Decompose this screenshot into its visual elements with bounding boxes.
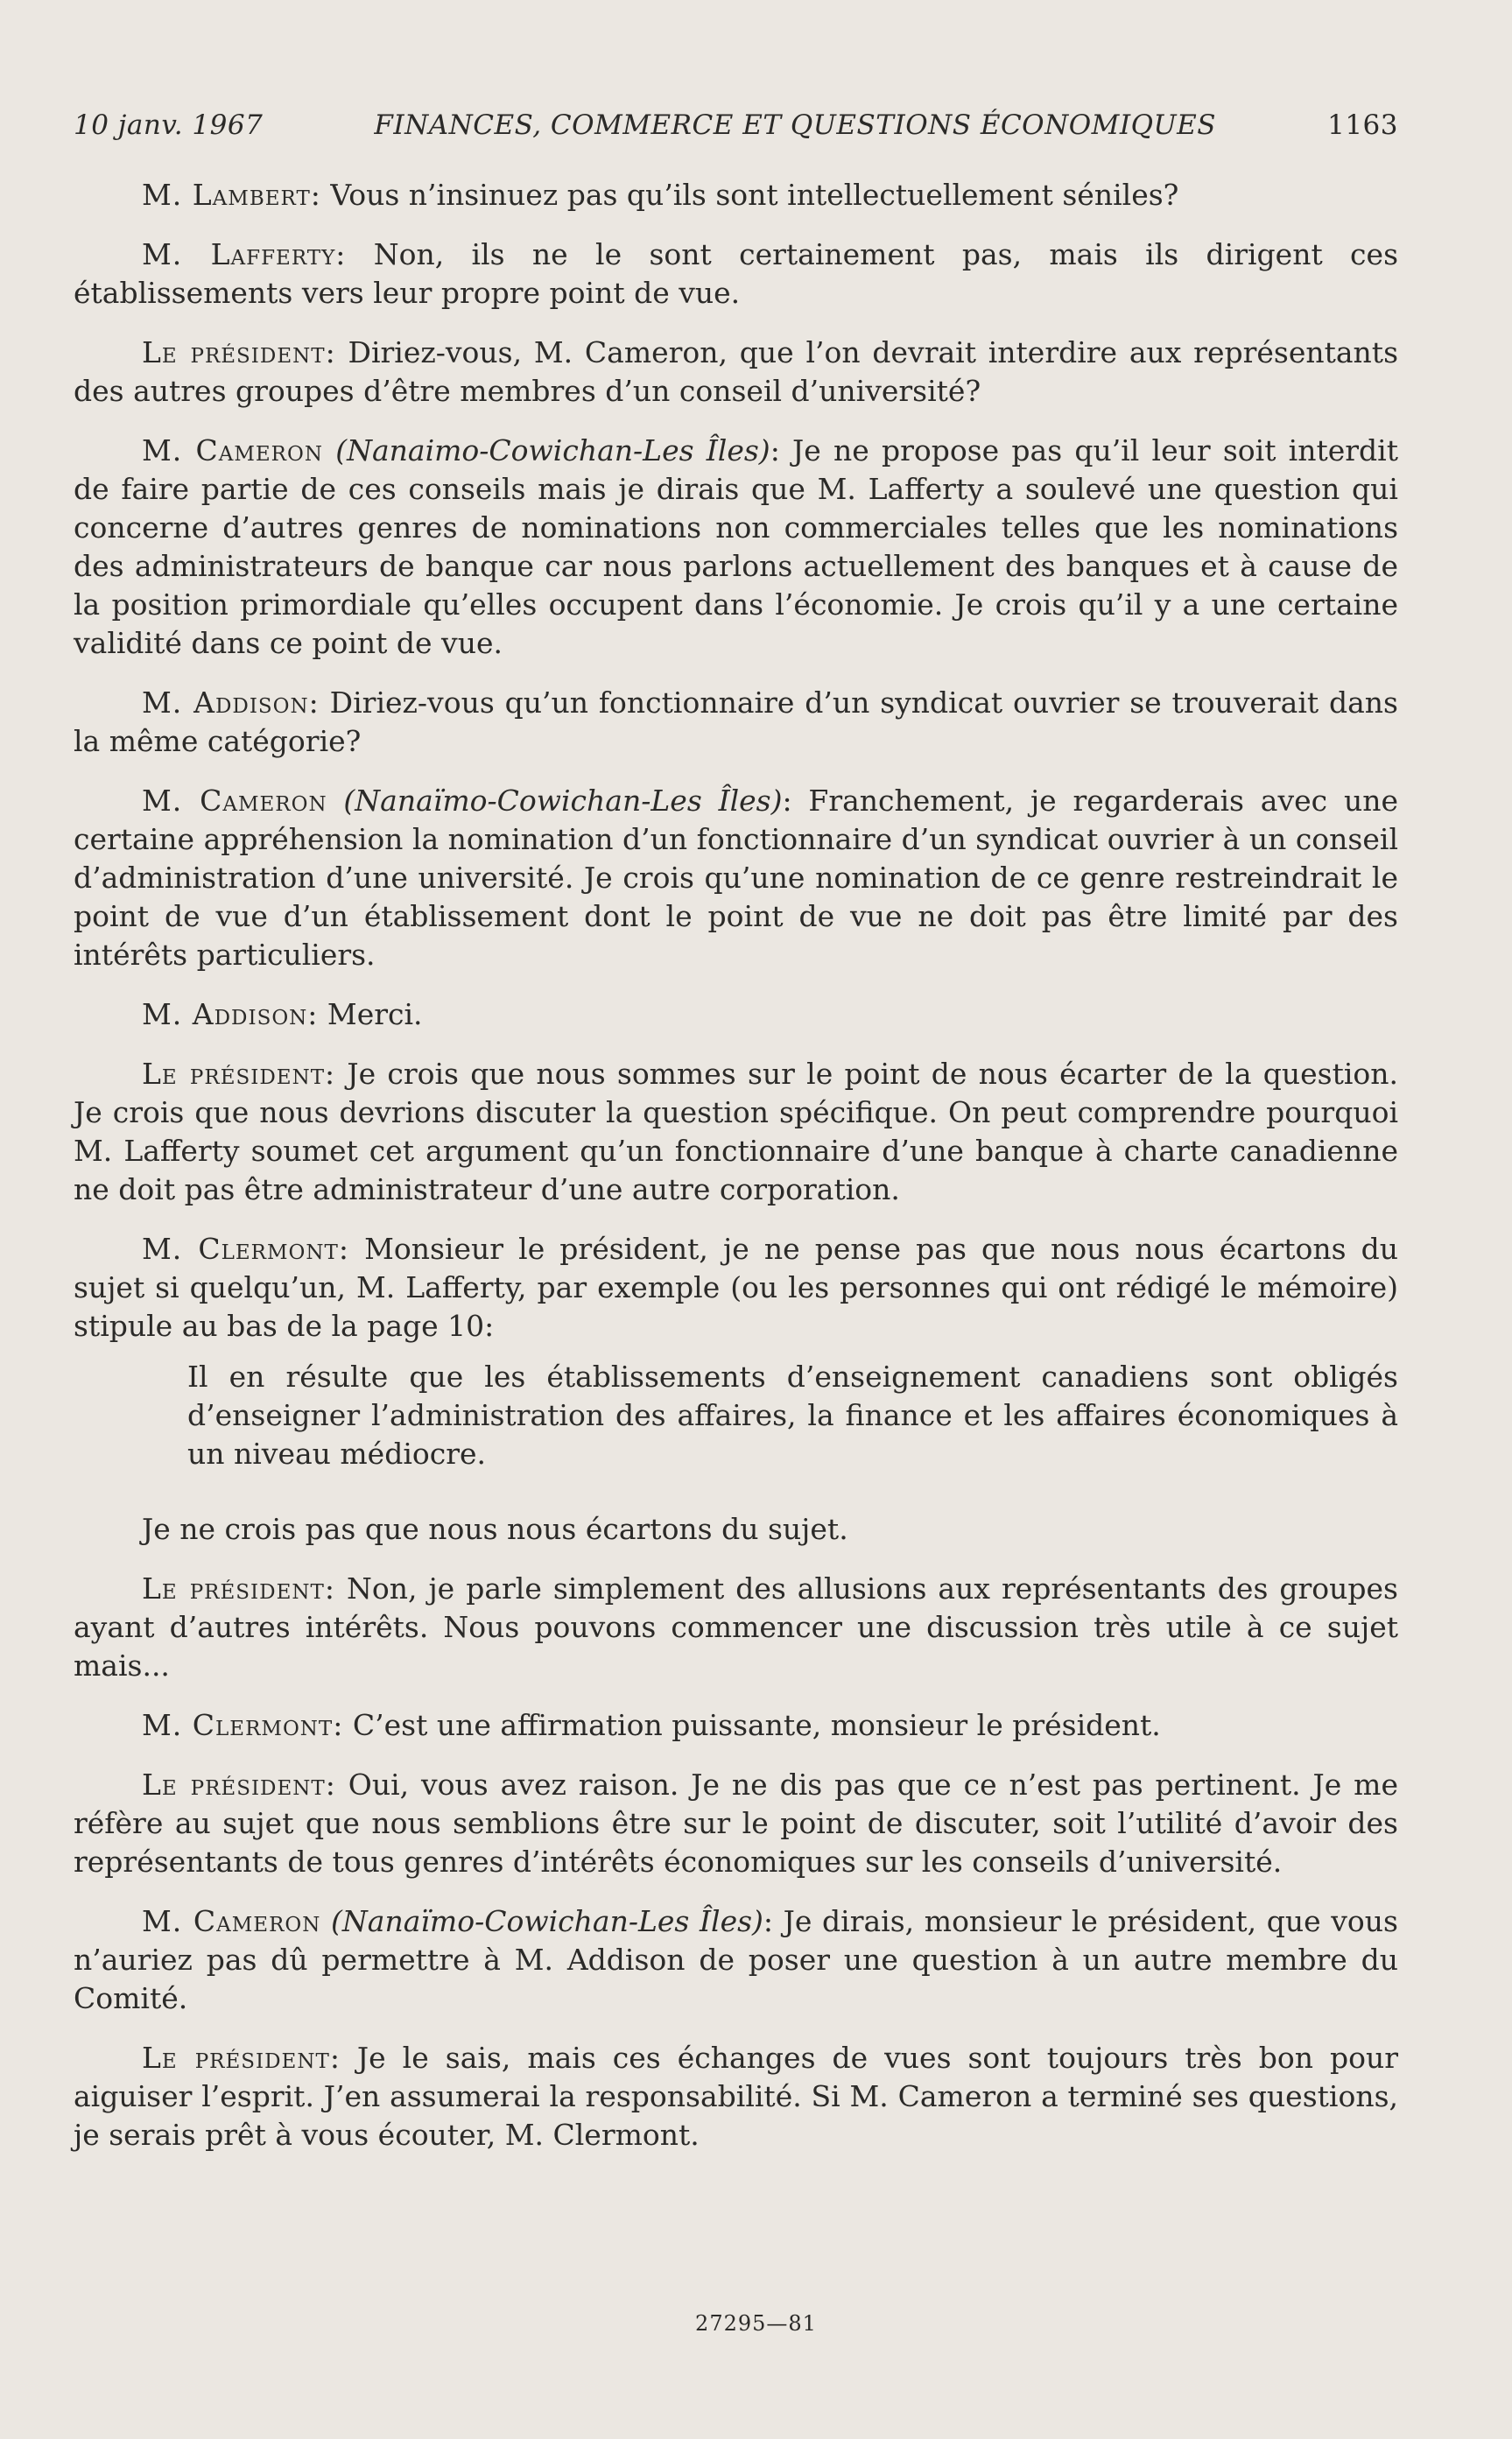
paragraph [74, 782, 1398, 974]
paragraph-text: Diriez-vous, M. Cameron, que l’on devrait interdire aux représentants des autres groupes d’être membres d’un conseil d’université? [74, 335, 1399, 408]
paragraph [74, 176, 1398, 214]
speaker-name: M. Lafferty: [142, 237, 347, 271]
paragraph [74, 1766, 1398, 1881]
block-quote: Il en résulte que les établissements d’enseignement canadiens sont obligés d’enseigner l’administration des affaires, la finance et les affaires économiques à un niveau médiocre. [187, 1360, 1398, 1471]
paragraph-text: Oui, vous avez raison. Je ne dis pas que ce n’est pas pertinent. Je me réfère au sujet que nous semblions être sur le point de discuter, soit l’utilité d’avoir des représentants de tous genres d’intérêts économiques sur les conseils d’université. [74, 1768, 1398, 1879]
speaker-name: Le président: [142, 335, 336, 369]
paragraph [74, 1055, 1398, 1209]
header-date: 10 janv. 1967 [74, 109, 264, 141]
page-number: 1163 [1327, 109, 1398, 141]
speaker-riding: (Nanaïmo-Cowichan-Les Îles) [343, 784, 783, 818]
paragraph-text: Diriez-vous qu’un fonctionnaire d’un syndicat ouvrier se trouverait dans la même catégorie? [74, 685, 1398, 758]
speaker-name: M. Lambert: [142, 178, 321, 212]
running-header [74, 109, 1398, 141]
paragraph-text: Non, ils ne le sont certainement pas, mais ils dirigent ces établissements vers leur propre point de vue. [74, 237, 1398, 310]
paragraph-text: C’est une affirmation puissante, monsieur le président. [343, 1708, 1161, 1742]
paragraph [74, 1570, 1398, 1685]
speaker-name: M. Clermont: [142, 1232, 349, 1266]
speaker-name: M. Cameron [142, 1904, 321, 1938]
paragraph-text: Je le sais, mais ces échanges de vues sont toujours très bon pour aiguiser l’esprit. J’en assumerai la responsabilité. Si M. Cameron a terminé ses questions, je serais prêt à vous écouter, M. Clermont. [74, 2041, 1398, 2152]
paragraph [74, 334, 1398, 411]
speaker-riding: (Nanaimo-Cowichan-Les Îles) [335, 433, 770, 467]
paragraph [74, 1230, 1398, 1346]
paragraph [74, 235, 1398, 313]
paragraph-text: Non, je parle simplement des allusions aux représentants des groupes ayant d’autres intérêts. Nous pouvons commencer une discussion très utile à ce sujet mais... [74, 1571, 1398, 1683]
paragraph [74, 1510, 1398, 1549]
speaker-name: Le président: [142, 1057, 336, 1091]
paragraph-text: : Franchement, je regarderais avec une certaine appréhension la nomination d’un fonctionnaire d’un syndicat ouvrier à un conseil d’administration d’une université. Je crois qu’une nomination de ce genre restreindrait le point de vue d’un établissement dont le point de vue ne doit pas être limité par des intérêts particuliers. [74, 784, 1398, 972]
paragraph [74, 2039, 1398, 2154]
speaker-name: Le président: [142, 1768, 336, 1802]
header-title: FINANCES, COMMERCE ET QUESTIONS ÉCONOMIQUES [374, 109, 1217, 141]
paragraph [74, 684, 1398, 761]
speaker-name: M. Cameron [142, 433, 323, 467]
paragraph-text: : Je dirais, monsieur le président, que vous n’auriez pas dû permettre à M. Addison de poser une question à un autre membre du Comité. [74, 1904, 1398, 2015]
speaker-name: Le président: [142, 1571, 335, 1606]
paragraph [74, 1706, 1398, 1745]
speaker-riding: (Nanaïmo-Cowichan-Les Îles) [331, 1904, 763, 1938]
paragraph [74, 432, 1398, 663]
paragraph-text: Monsieur le président, je ne pense pas que nous nous écartons du sujet si quelqu’un, M. Lafferty, par exemple (ou les personnes qui ont rédigé le mémoire) stipule au bas de la page 10: [74, 1232, 1399, 1343]
paragraph-text: Je crois que nous sommes sur le point de nous écarter de la question. Je crois que nous devrions discuter la question spécifique. On peut comprendre pourquoi M. Lafferty soumet cet argument qu’un fonctionnaire d’une banque à charte canadienne ne doit pas être administrateur d’une autre corporation. [74, 1057, 1398, 1206]
paragraph-text: Vous n’insinuez pas qu’ils sont intellectuellement séniles? [320, 178, 1179, 212]
paragraph [74, 995, 1398, 1034]
paragraph-text: : Je ne propose pas qu’il leur soit interdit de faire partie de ces conseils mais je dirais que M. Lafferty a soulevé une question qui concerne d’autres genres de nominations non commerciales telles que les nominations des administrateurs de banque car nous parlons actuellement des banques et à cause de la position primordiale qu’elles occupent dans l’économie. Je crois qu’il y a une certaine validité dans ce point de vue. [74, 433, 1398, 660]
speaker-name: M. Clermont: [142, 1708, 344, 1742]
paragraph [74, 1902, 1398, 2018]
paragraph-text: Merci. [318, 997, 423, 1031]
speaker-name: M. Cameron [142, 784, 327, 818]
speaker-name: M. Addison: [142, 685, 320, 720]
paragraph-text: Je ne crois pas que nous nous écartons du sujet. [142, 1512, 848, 1546]
speaker-name: M. Addison: [142, 997, 319, 1031]
printer-code: 27295—81 [695, 2311, 817, 2336]
speaker-name: Le président: [142, 2041, 341, 2075]
